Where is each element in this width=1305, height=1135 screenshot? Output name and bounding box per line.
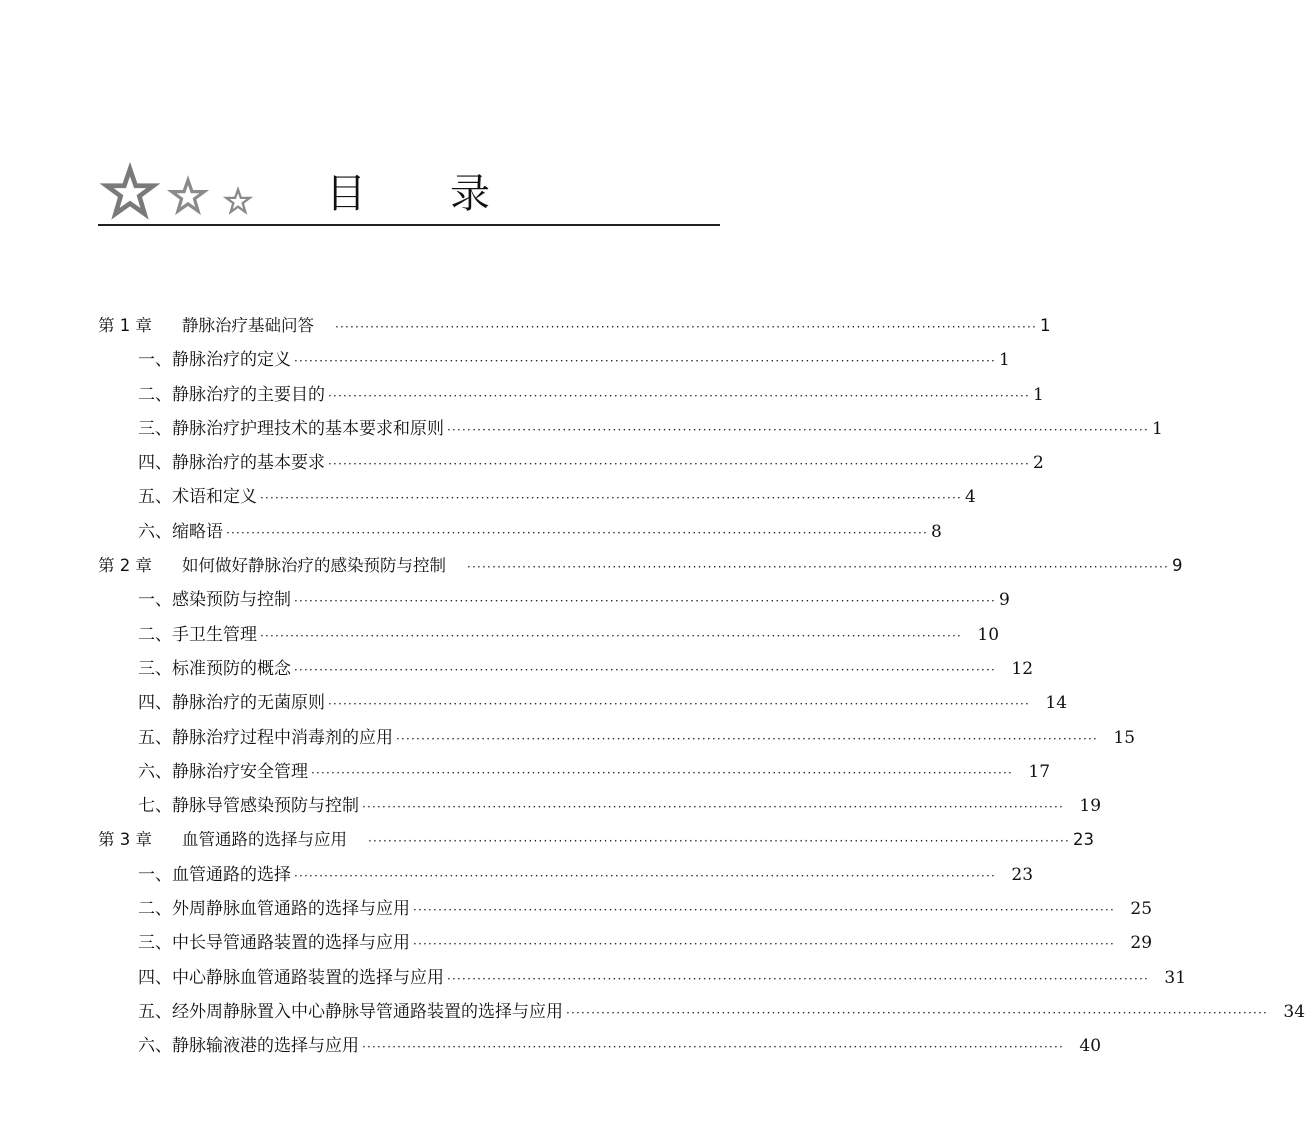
page-number: 29 [1130, 933, 1153, 954]
page-number: 31 [1164, 967, 1187, 988]
toc-section-row[interactable] [98, 378, 1044, 412]
section-title: 五、经外周静脉置入中心静脉导管通路装置的选择与应用 [138, 1001, 563, 1022]
section-title: 四、静脉治疗的无菌原则 [138, 693, 325, 714]
chapter-title: 如何做好静脉治疗的感染预防与控制 [182, 556, 446, 576]
section-title: 四、中心静脉血管通路装置的选择与应用 [138, 967, 444, 988]
section-title: 六、缩略语 [138, 521, 223, 542]
page-number: 4 [965, 487, 976, 508]
medium-star-icon [170, 178, 206, 214]
dot-leader: ············································································································································ [294, 354, 997, 369]
dot-leader: ············································································································································ [260, 628, 963, 643]
toc-section-row[interactable] [98, 755, 1051, 789]
page-number: 1 [1152, 418, 1163, 439]
dot-leader: ············································································································································ [294, 868, 997, 883]
dot-leader: ············································································································································ [447, 971, 1150, 986]
dot-leader: ············································································································································ [260, 491, 963, 506]
toc-section-row[interactable] [98, 721, 1136, 755]
section-title: 一、感染预防与控制 [138, 590, 291, 611]
section-title: 一、静脉治疗的定义 [138, 350, 291, 371]
dot-leader: ············································································································································ [413, 903, 1116, 918]
toc-section-row[interactable] [98, 858, 1034, 892]
dot-leader: ············································································································································ [362, 800, 1065, 815]
table-of-contents [98, 309, 1305, 1064]
dot-leader: ············································································································································ [362, 1040, 1065, 1055]
dot-leader: ············································································································································ [413, 937, 1116, 952]
toc-chapter-row[interactable] [98, 549, 1183, 583]
chapter-number: 第 3 章 [98, 830, 152, 850]
page-number: 1 [1033, 384, 1044, 405]
section-title: 一、血管通路的选择 [138, 864, 291, 885]
toc-section-row[interactable] [98, 652, 1034, 686]
section-title: 三、中长导管通路装置的选择与应用 [138, 933, 410, 954]
section-title: 三、标准预防的概念 [138, 658, 291, 679]
header-divider [98, 224, 720, 226]
toc-section-row[interactable] [98, 618, 1000, 652]
dot-leader: ············································································································································ [311, 765, 1014, 780]
dot-leader: ············································································································································ [226, 525, 929, 540]
section-title: 六、静脉输液港的选择与应用 [138, 1036, 359, 1057]
page-number: 34 [1283, 1001, 1305, 1022]
toc-chapter-row[interactable] [98, 823, 1095, 857]
page-number: 2 [1033, 453, 1044, 474]
dot-leader: ············································································································································ [368, 834, 1071, 849]
toc-section-row[interactable] [98, 686, 1068, 720]
toc-section-row[interactable] [98, 343, 1010, 377]
section-title: 四、静脉治疗的基本要求 [138, 453, 325, 474]
dot-leader: ············································································································································ [294, 662, 997, 677]
page-number: 10 [977, 624, 1000, 645]
toc-section-row[interactable] [98, 1029, 1102, 1063]
toc-section-row[interactable] [98, 892, 1153, 926]
dot-leader: ············································································································································ [467, 560, 1170, 575]
page-number: 9 [999, 590, 1010, 611]
section-title: 二、手卫生管理 [138, 624, 257, 645]
section-title: 六、静脉治疗安全管理 [138, 761, 308, 782]
section-title: 二、外周静脉血管通路的选择与应用 [138, 899, 410, 920]
toc-section-row[interactable] [98, 480, 976, 514]
toc-section-row[interactable] [98, 515, 942, 549]
dot-leader: ············································································································································ [335, 320, 1038, 334]
toc-chapter-row[interactable] [98, 309, 1051, 343]
small-star-icon [225, 188, 251, 214]
toc-section-row[interactable] [98, 926, 1153, 960]
toc-section-row[interactable] [98, 412, 1163, 446]
toc-section-row[interactable] [98, 446, 1044, 480]
page-number: 17 [1028, 761, 1051, 782]
section-title: 三、静脉治疗护理技术的基本要求和原则 [138, 418, 444, 439]
chapter-number: 第 1 章 [98, 316, 152, 335]
toc-header [98, 160, 720, 226]
section-title: 二、静脉治疗的主要目的 [138, 384, 325, 405]
page-number: 23 [1073, 830, 1095, 850]
dot-leader: ············································································································································ [294, 594, 997, 609]
dot-leader: ············································································································································ [566, 1005, 1269, 1020]
dot-leader: ············································································································································ [396, 731, 1099, 746]
chapter-title: 静脉治疗基础问答 [182, 316, 314, 335]
toc-section-row[interactable] [98, 789, 1102, 823]
page-number: 19 [1079, 796, 1102, 817]
page-title-char-1: 目 [326, 171, 366, 217]
page-number: 1 [1040, 316, 1051, 335]
page-number: 12 [1011, 658, 1034, 679]
page-number: 15 [1113, 727, 1136, 748]
large-star-icon [104, 166, 156, 218]
section-title: 五、术语和定义 [138, 487, 257, 508]
chapter-number: 第 2 章 [98, 556, 152, 576]
toc-section-row[interactable] [98, 583, 1010, 617]
page-number: 40 [1079, 1036, 1102, 1057]
page-number: 23 [1011, 864, 1034, 885]
dot-leader: ············································································································································ [328, 457, 1031, 472]
chapter-title: 血管通路的选择与应用 [182, 830, 347, 850]
dot-leader: ············································································································································ [328, 388, 1031, 403]
dot-leader: ············································································································································ [328, 697, 1031, 712]
toc-section-row[interactable] [98, 961, 1187, 995]
dot-leader: ············································································································································ [447, 422, 1150, 437]
toc-section-row[interactable] [98, 995, 1305, 1029]
section-title: 五、静脉治疗过程中消毒剂的应用 [138, 727, 393, 748]
page-number: 9 [1172, 556, 1183, 576]
page-number: 14 [1045, 693, 1068, 714]
page-number: 8 [931, 521, 942, 542]
page-number: 25 [1130, 899, 1153, 920]
page-title-char-2: 录 [450, 171, 490, 217]
section-title: 七、静脉导管感染预防与控制 [138, 796, 359, 817]
page-number: 1 [999, 350, 1010, 371]
